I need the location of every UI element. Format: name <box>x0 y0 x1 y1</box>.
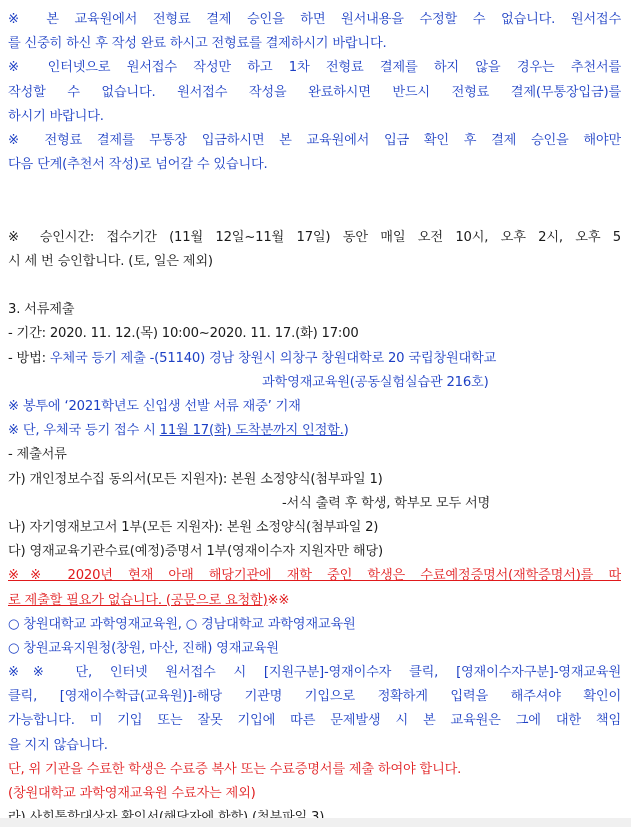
approval-line-1: ※ 승인시간: 접수기간 (11월 12일~11월 17일) 동안 매일 오전 10시, 오후 2시, 오후 5 <box>8 229 621 245</box>
spacer <box>8 177 621 201</box>
red-note-line-2 <box>8 589 621 613</box>
red-note-text-1: ※※ 2020년 현재 아래 해당기관에 재학 중인 학생은 수료예정증명서(재학증명서)를 따 <box>8 568 621 584</box>
method-label: - 방법: <box>8 350 50 366</box>
notice-line-5: 하시기 바랍니다. <box>8 108 104 124</box>
postal-note <box>8 419 621 443</box>
submission-method <box>8 347 621 371</box>
red-note-text-2: 로 제출할 필요가 없습니다. (공문으로 요청함) <box>8 592 268 608</box>
spacer <box>8 202 621 226</box>
approval-line-2: 시 세 번 승인합니다. (토, 일은 제외) <box>8 253 213 269</box>
red-note-tail: ※※ <box>267 592 290 608</box>
method-address-cont: 과학영재교육원(공동실험실습관 216호) <box>262 374 489 390</box>
postal-deadline: 11월 17(화) 도착분까지 인정함. <box>159 423 344 439</box>
submission-period: - 기간: 2020. 11. 12.(목) 10:00~2020. 11. 17.(화) 17:00 <box>8 326 359 342</box>
doc-item-c: 다) 영재교육기관수료(예정)증명서 1부(영재이수자 지원자만 해당) <box>8 544 383 560</box>
spacer <box>8 274 621 298</box>
notice-line-2: 를 신중히 하신 후 작성 완료 하시고 전형료를 결제하시기 바랍니다. <box>8 36 387 52</box>
notice-line-1: ※ 본 교육원에서 전형료 결제 승인을 하면 원서내용을 수정할 수 없습니다. 원서접수 <box>8 12 621 27</box>
notice-line-3: ※ 인터넷으로 원서접수 작성만 하고 1차 전형료 결제를 하지 않을 경우는 추천서를 <box>8 60 621 76</box>
notice-line-4: 작성할 수 없습니다. 원서접수 작성을 완료하시면 반드시 전형료 결제(무통장입금)를 <box>8 84 621 100</box>
page-bottom-bar <box>0 818 631 827</box>
postal-suffix: ) <box>343 423 349 439</box>
docs-heading: - 제출서류 <box>8 447 67 463</box>
red-note-line-1 <box>8 564 621 588</box>
blue-note-line-1: ※※ 단, 인터넷 원서접수 시 [지원구분]-영재이수자 클릭, [영재이수자구분]-영재교육원 <box>8 665 621 681</box>
blue-note-line-2: 클릭, [영재이수학급(교육원)]-해당 기관명 기입으로 정확하게 입력을 해주셔야 확인이 <box>8 689 621 705</box>
doc-item-a: 가) 개인정보수집 동의서(모든 지원자): 본원 소정양식(첨부파일 1) <box>8 471 383 487</box>
method-address: 우체국 등기 제출 -(51140) 경남 창원시 의창구 창원대학로 20 국립창원대학교 <box>49 350 497 366</box>
doc-item-b: 나) 자기영재보고서 1부(모든 지원자): 본원 소정양식(첨부파일 2) <box>8 519 379 535</box>
section-heading: 3. 서류제출 <box>8 302 75 318</box>
institution-list-1: ○ 창원대학교 과학영재교육원, ○ 경남대학교 과학영재교육원 <box>8 616 356 632</box>
blue-note-line-4: 을 지지 않습니다. <box>8 737 108 753</box>
red-condition-2: (창원대학교 과학영재교육원 수료자는 제외) <box>8 786 256 801</box>
blue-note-line-3: 가능합니다. 미 기입 또는 잘못 기입에 따른 문제발생 시 본 교육원은 그에 대한 책임 <box>8 713 621 729</box>
notice-line-6: ※ 전형료 결제를 무통장 입금하시면 본 교육원에서 입금 확인 후 결제 승인을 해야만 <box>8 132 621 148</box>
red-condition-1: 단, 위 기관을 수료한 학생은 수료증 복사 또는 수료증명서를 제출 하여야 합니다. <box>8 761 462 777</box>
postal-prefix: ※ 단, 우체국 등기 접수 시 <box>8 423 160 439</box>
envelope-note: ※ 봉투에 ‘2021학년도 신입생 선발 서류 재중’ 기재 <box>8 399 301 414</box>
notice-line-7: 다음 단계(추천서 작성)로 넘어갈 수 있습니다. <box>8 157 268 173</box>
institution-list-2: ○ 창원교육지원청(창원, 마산, 진해) 영재교육원 <box>8 640 279 656</box>
doc-item-a-note: -서식 출력 후 학생, 학부모 모두 서명 <box>282 495 491 511</box>
